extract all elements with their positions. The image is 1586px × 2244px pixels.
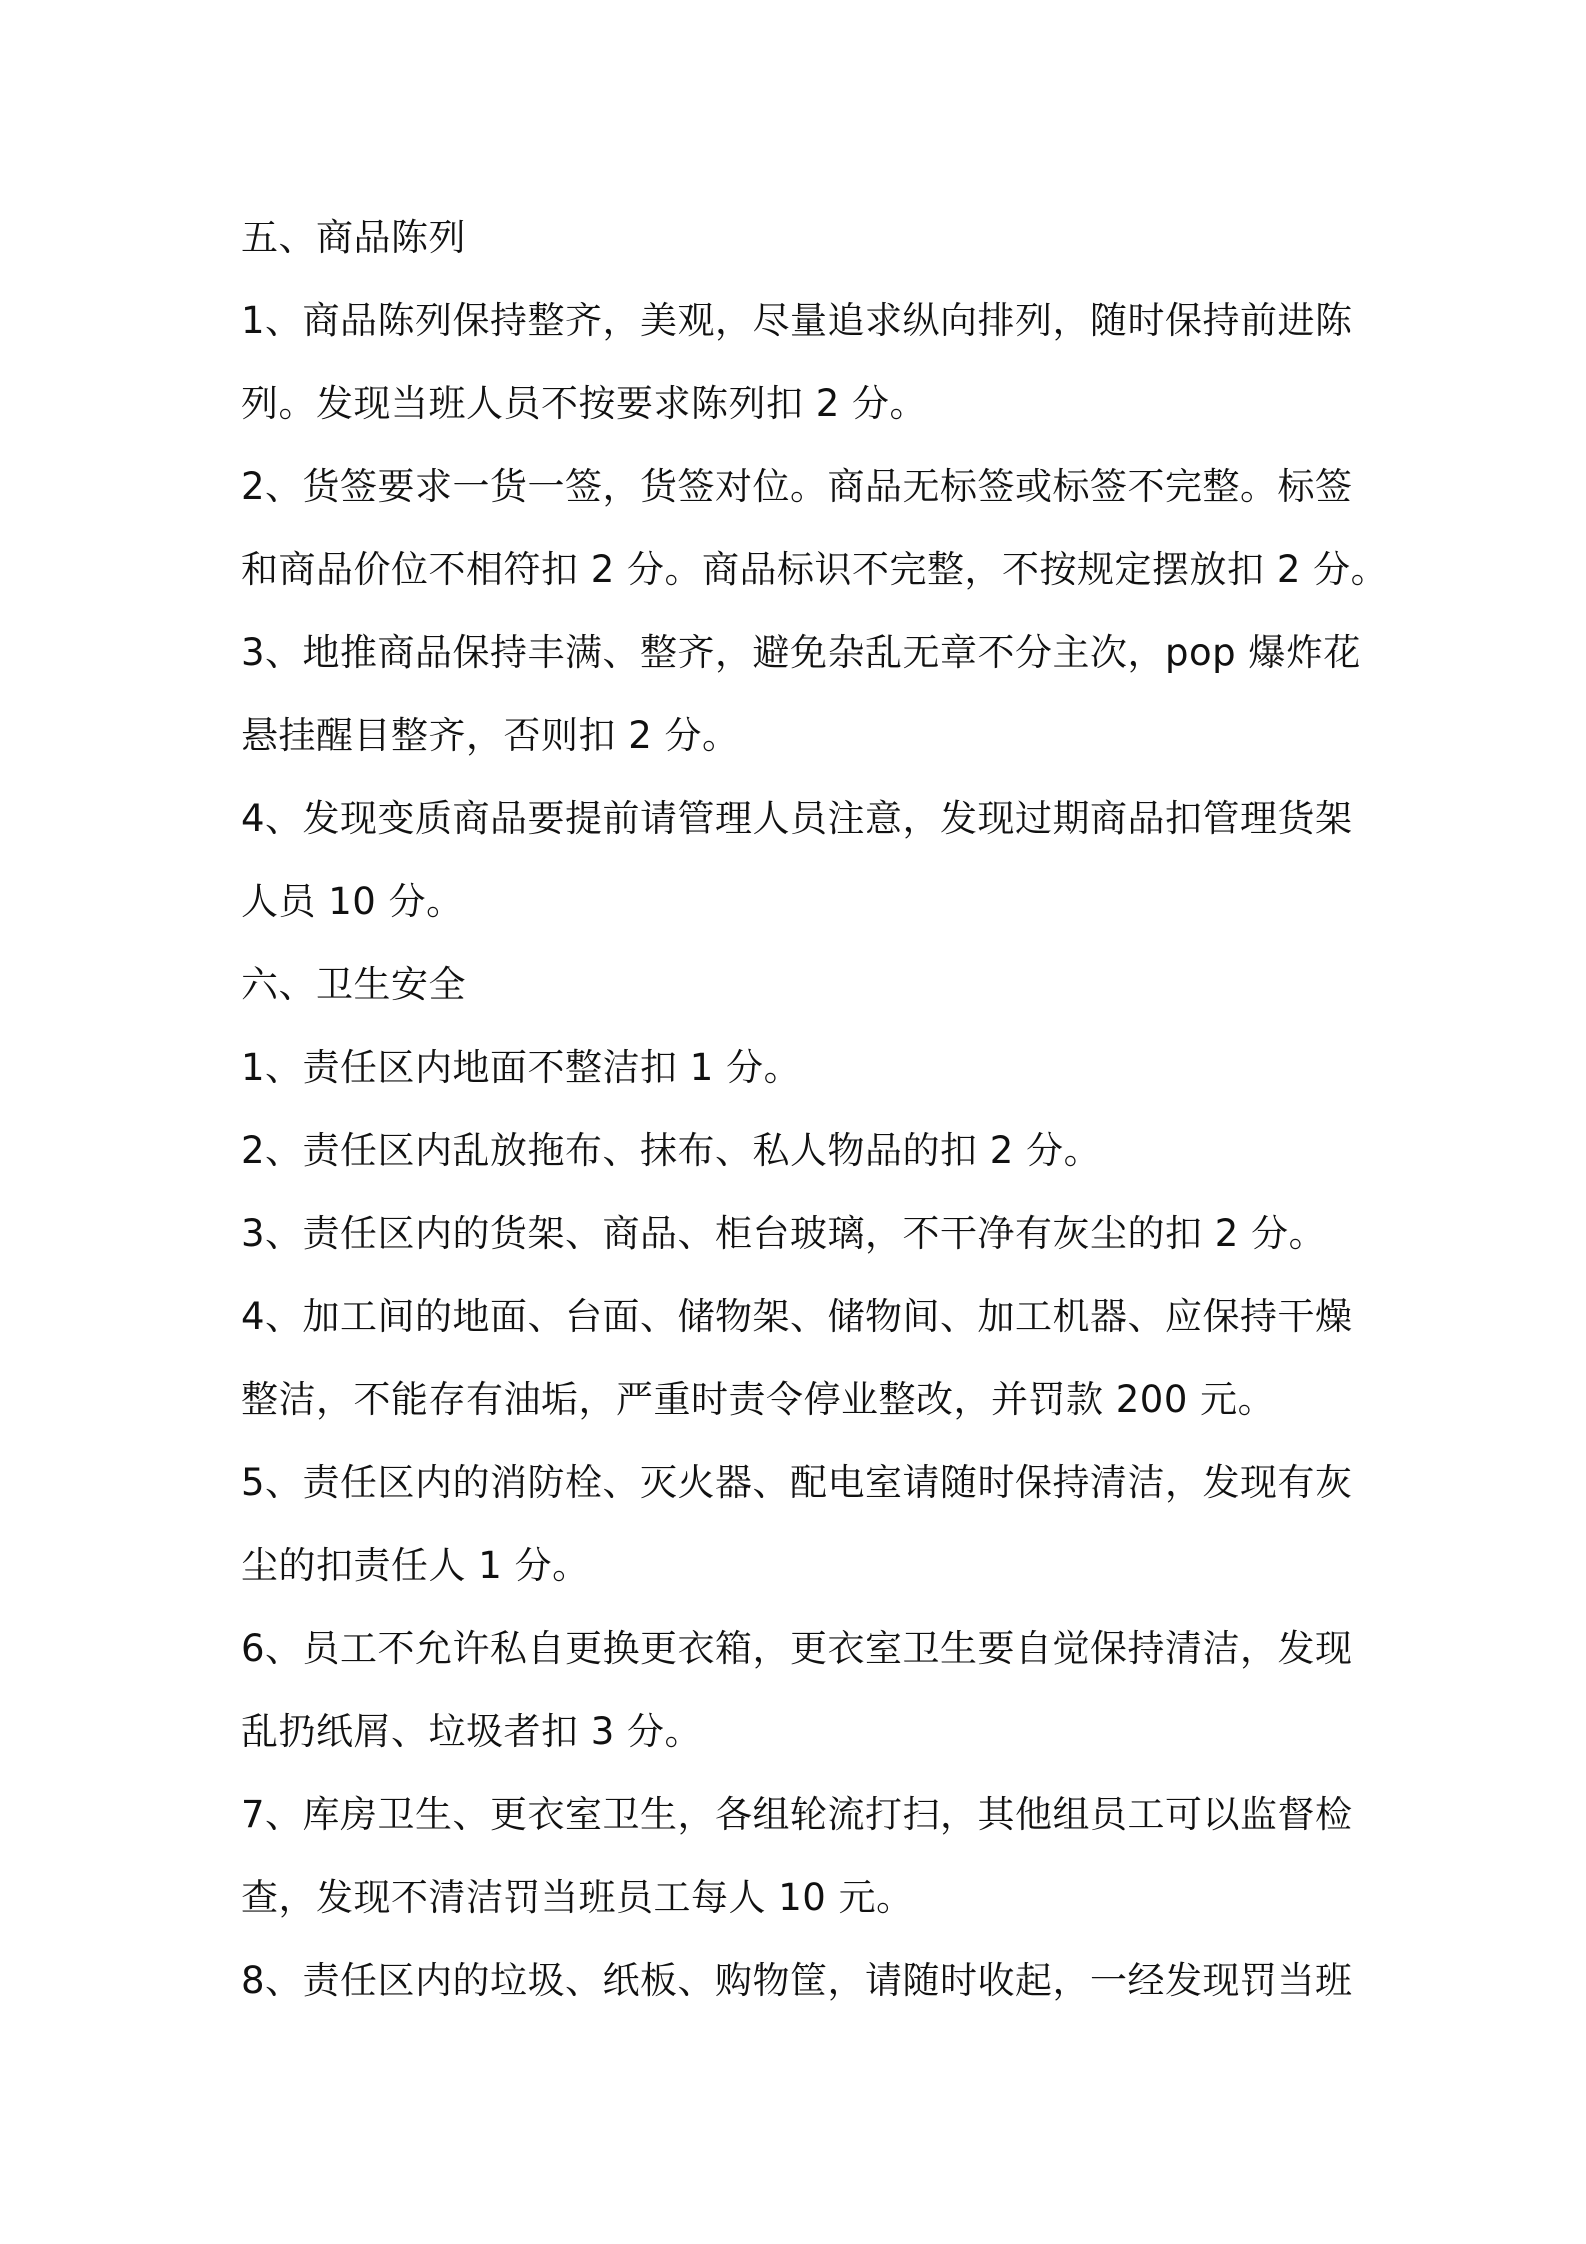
paragraph-line: 4、加工间的地面、台面、储物架、储物间、加工机器、应保持干燥	[241, 1295, 1353, 1338]
paragraph-line: 2、责任区内乱放拖布、抹布、私人物品的扣 2 分。	[241, 1129, 1102, 1172]
paragraph-line: 悬挂醒目整齐，否则扣 2 分。	[241, 714, 740, 757]
paragraph-line: 5、责任区内的消防栓、灭火器、配电室请随时保持清洁，发现有灰	[241, 1461, 1353, 1504]
paragraph-line: 列。发现当班人员不按要求陈列扣 2 分。	[241, 382, 928, 425]
paragraph-line: 1、责任区内地面不整洁扣 1 分。	[241, 1046, 802, 1089]
paragraph-line: 3、地推商品保持丰满、整齐，避免杂乱无章不分主次，pop 爆炸花	[241, 631, 1361, 674]
paragraph-line: 7、库房卫生、更衣室卫生，各组轮流打扫，其他组员工可以监督检	[241, 1793, 1353, 1836]
section-heading-hygiene-safety: 六、卫生安全	[241, 963, 466, 1006]
paragraph-line: 查，发现不清洁罚当班员工每人 10 元。	[241, 1876, 914, 1919]
section-heading-merchandise-display: 五、商品陈列	[241, 216, 466, 259]
paragraph-line: 和商品价位不相符扣 2 分。商品标识不完整，不按规定摆放扣 2 分。	[241, 548, 1389, 591]
paragraph-line: 4、发现变质商品要提前请管理人员注意，发现过期商品扣管理货架	[241, 797, 1353, 840]
paragraph-line: 人员 10 分。	[241, 880, 464, 923]
paragraph-line: 6、员工不允许私自更换更衣箱，更衣室卫生要自觉保持清洁，发现	[241, 1627, 1353, 1670]
paragraph-line: 8、责任区内的垃圾、纸板、购物筐，请随时收起，一经发现罚当班	[241, 1959, 1353, 2002]
paragraph-line: 尘的扣责任人 1 分。	[241, 1544, 590, 1587]
paragraph-line: 整洁，不能存有油垢，严重时责令停业整改，并罚款 200 元。	[241, 1378, 1276, 1421]
paragraph-line: 2、货签要求一货一签，货签对位。商品无标签或标签不完整。标签	[241, 465, 1353, 508]
paragraph-line: 1、商品陈列保持整齐，美观，尽量追求纵向排列，随时保持前进陈	[241, 299, 1353, 342]
paragraph-line: 3、责任区内的货架、商品、柜台玻璃，不干净有灰尘的扣 2 分。	[241, 1212, 1327, 1255]
document-body	[241, 196, 1389, 2022]
paragraph-line: 乱扔纸屑、垃圾者扣 3 分。	[241, 1710, 703, 1753]
